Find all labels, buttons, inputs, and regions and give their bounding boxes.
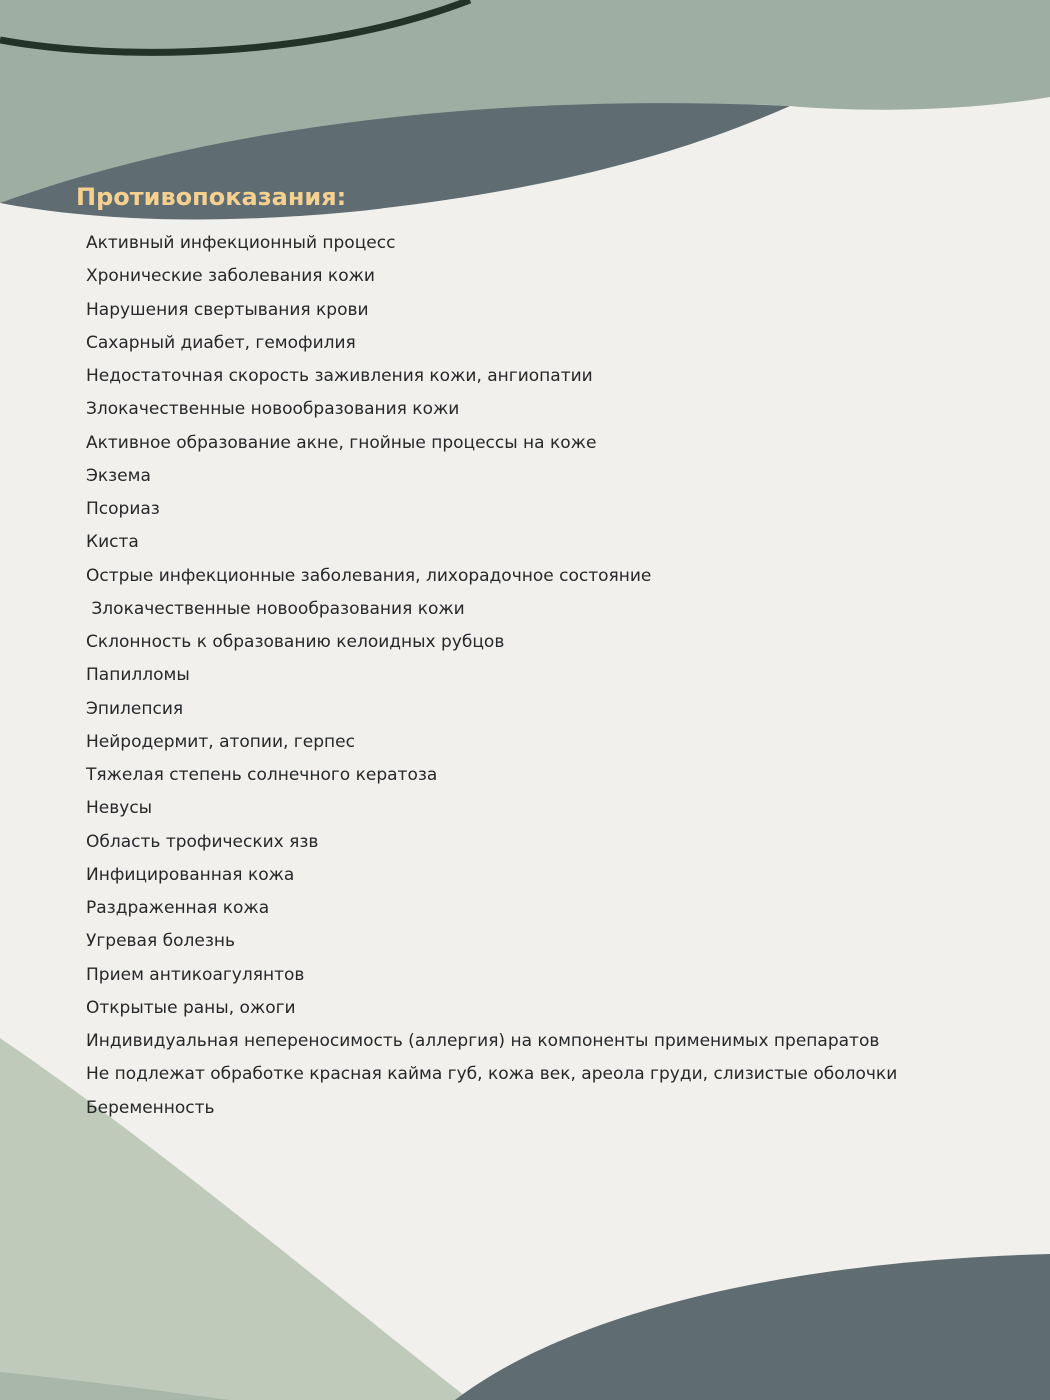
list-item: Инфицированная кожа [86,864,295,885]
list-item: Тяжелая степень солнечного кератоза [86,765,438,785]
contraindications-list [86,227,1026,1125]
list-item: Нарушения свертывания крови [86,299,369,320]
list-item: Невусы [86,798,153,819]
list-item: Злокачественные новообразования кожи [86,598,465,619]
list-item: Открытые раны, ожоги [86,997,296,1018]
list-item: Индивидуальная непереносимость (аллергия) на компоненты применимых препаратов [86,1031,880,1051]
list-item: Сахарный диабет, гемофилия [86,332,356,353]
list-item: Беременность [86,1097,215,1118]
list-item: Раздраженная кожа [86,898,270,918]
list-item: Острые инфекционные заболевания, лихорадочное состояние [86,565,652,586]
list-item: Хронические заболевания кожи [86,266,375,287]
list-item: Область трофических язв [86,831,319,852]
list-item: Эпилепсия [86,698,184,719]
list-item: Псориаз [86,499,160,519]
list-item: Склонность к образованию келоидных рубцов [86,632,505,652]
list-item: Прием антикоагулянтов [86,964,305,985]
list-item: Активный инфекционный процесс [86,233,396,253]
list-item: Недостаточная скорость заживления кожи, ангиопатии [86,366,593,386]
list-item: Угревая болезнь [86,931,235,952]
list-item: Папилломы [86,665,190,686]
bottom-right-slate [455,1254,1050,1400]
page-title: Противопоказания: [76,183,347,211]
list-item: Не подлежат обработке красная кайма губ, кожа век, ареола груди, слизистые оболочки [86,1064,898,1085]
list-item: Киста [86,532,139,553]
list-item: Злокачественные новообразования кожи [86,399,460,420]
list-item: Нейродермит, атопии, герпес [86,731,355,752]
list-item: Экзема [86,465,151,486]
list-item: Активное образование акне, гнойные процессы на коже [86,432,597,453]
